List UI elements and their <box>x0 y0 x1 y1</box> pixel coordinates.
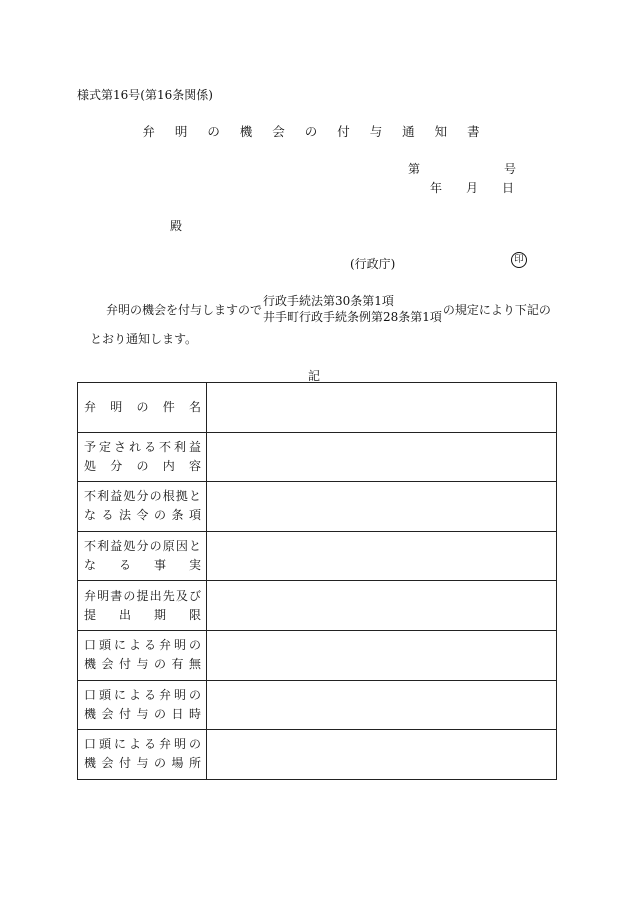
table-row <box>78 383 557 433</box>
legal-basis-national: 行政手続法第30条第1項 <box>263 294 394 308</box>
row-value-field[interactable] <box>207 531 557 581</box>
row-label-line1: 口頭による弁明の <box>84 687 201 702</box>
body-text-line1 <box>106 293 551 325</box>
row-label-line1: 不利益処分の根拠と <box>84 489 201 504</box>
date-line <box>430 179 514 196</box>
notice-items-table <box>77 382 557 780</box>
addressee-honorific: 殿 <box>170 219 183 233</box>
row-label <box>78 482 207 532</box>
row-value-field[interactable] <box>207 432 557 482</box>
row-label <box>78 680 207 730</box>
table-row <box>78 630 557 680</box>
issuing-agency: (行政庁) <box>350 257 396 271</box>
date-year: 年 <box>430 181 443 195</box>
row-label-line1: 口頭による弁明の <box>84 737 201 752</box>
row-label-line2: 機 会 付 与 の 場 所 <box>84 756 201 771</box>
body-intro: 弁明の機会を付与しますので <box>106 302 263 317</box>
table-row <box>78 482 557 532</box>
row-value-field[interactable] <box>207 383 557 433</box>
row-label-line2: 処 分 の 内 容 <box>84 458 201 473</box>
document-number-prefix: 第 <box>408 162 421 176</box>
body-text-line2: とおり通知します。 <box>90 332 198 346</box>
row-label <box>78 531 207 581</box>
row-label-line2: 機 会 付 与 の 有 無 <box>84 657 201 672</box>
row-value-field[interactable] <box>207 581 557 631</box>
legal-basis-local: 井手町行政手続条例第28条第1項 <box>263 310 442 324</box>
row-label-line2: な る 法 令 の 条 項 <box>84 508 201 523</box>
row-value-field[interactable] <box>207 680 557 730</box>
row-value-field[interactable] <box>207 482 557 532</box>
row-label-line1: 予定される不利益 <box>84 439 201 454</box>
row-label-line2: 機 会 付 与 の 日 時 <box>84 706 201 721</box>
row-label <box>78 730 207 780</box>
row-label <box>78 383 207 433</box>
table-row <box>78 432 557 482</box>
row-label-line1: 不利益処分の原因と <box>84 539 201 554</box>
row-label-line2: な る 事 実 <box>84 558 201 573</box>
table-row <box>78 730 557 780</box>
seal-mark: 印 <box>511 252 527 268</box>
legal-basis-stack <box>263 293 442 325</box>
row-label-line1: 弁明書の提出先及び <box>84 588 201 603</box>
row-label <box>78 581 207 631</box>
date-month: 月 <box>466 181 479 195</box>
row-value-field[interactable] <box>207 630 557 680</box>
row-value-field[interactable] <box>207 730 557 780</box>
table-row <box>78 531 557 581</box>
row-label <box>78 432 207 482</box>
date-day: 日 <box>502 181 515 195</box>
document-title: 弁 明 の 機 会 の 付 与 通 知 書 <box>142 124 488 139</box>
body-after: の規定により下記の <box>442 302 551 317</box>
form-number: 様式第16号(第16条関係) <box>77 88 213 102</box>
row-label-line2: 提 出 期 限 <box>84 607 201 622</box>
row-label-line1: 弁 明 の 件 名 <box>84 399 201 414</box>
row-label <box>78 630 207 680</box>
ki-heading: 記 <box>308 369 321 383</box>
row-label-line1: 口頭による弁明の <box>84 638 201 653</box>
document-number-suffix: 号 <box>504 162 517 176</box>
table-row <box>78 581 557 631</box>
table-row <box>78 680 557 730</box>
